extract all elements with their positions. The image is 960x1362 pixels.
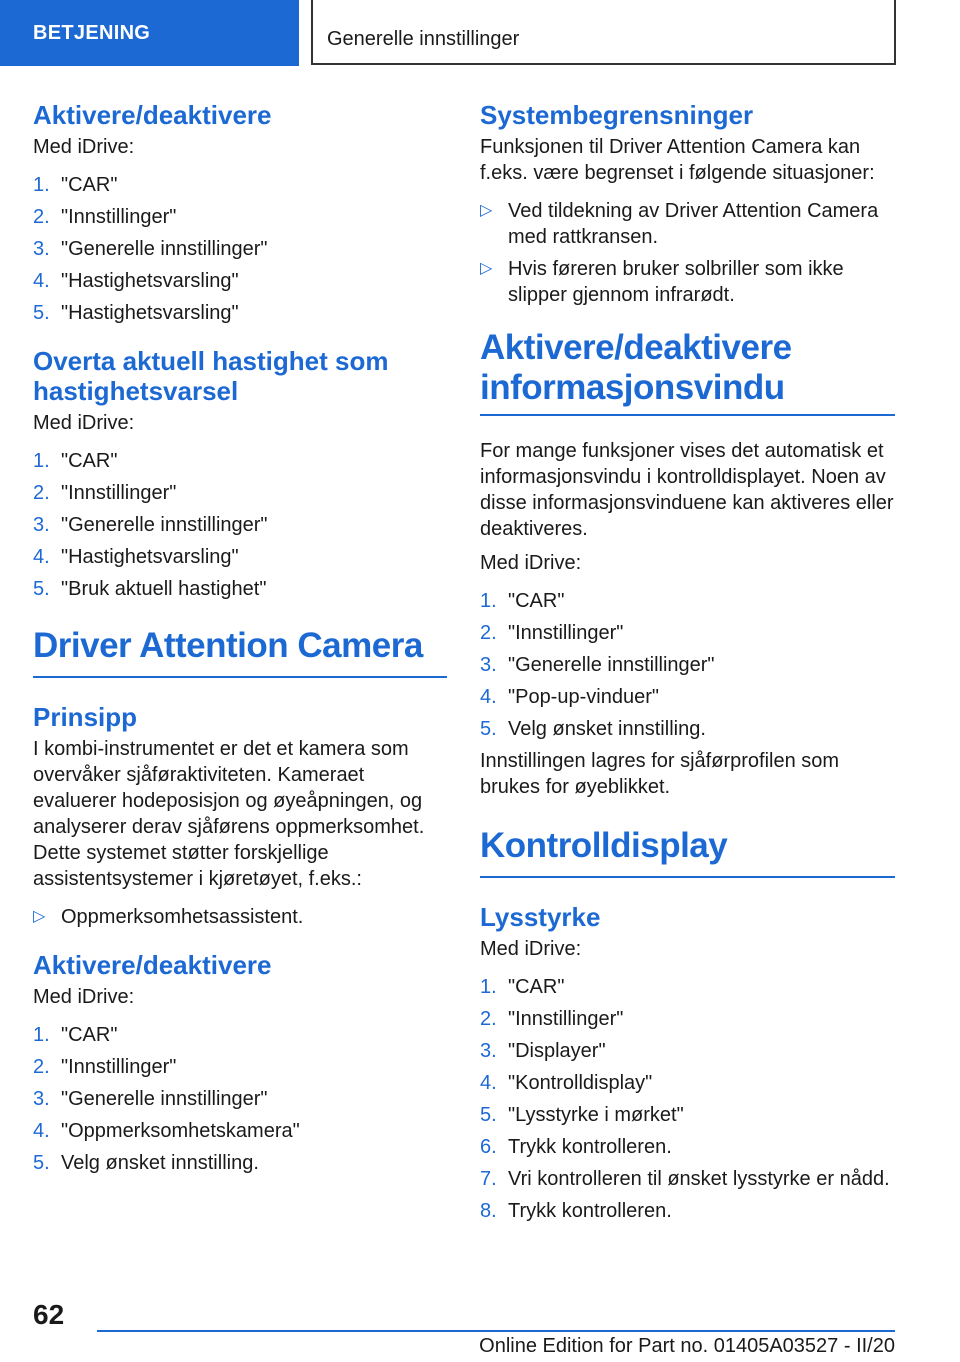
chapter-title: Generelle innstillinger	[311, 0, 896, 65]
footer-rule	[97, 1330, 895, 1332]
bullet-text: Ved tildekning av Driver Attention Camera med rattkransen.	[508, 200, 879, 248]
triangle-bullet-icon: ▷	[480, 260, 493, 277]
section-heading: Prinsipp	[33, 702, 138, 732]
step-list	[480, 588, 895, 742]
step-number: 4.	[33, 270, 50, 292]
step-text: Vri kontrolleren til ønsket lysstyrke er nådd.	[508, 1168, 890, 1190]
body-text: I kombi-instrumentet er det et kamera som overvåker sjåføraktiviteten. Kameraet evaluerer hodeposisjon og øyeåpningen, og analyserer derav sjåførens oppmerksomhet. Dette systemet støtter forskjellige assistentsystemer i kjøretøyet, f.eks.:	[33, 738, 425, 890]
section-heading: Aktivere/deaktivere	[33, 100, 272, 130]
step-text: Trykk kontrolleren.	[508, 1136, 672, 1158]
step-text: "Lysstyrke i mørket"	[508, 1104, 684, 1126]
step-number: 2.	[480, 622, 497, 644]
step-text: "CAR"	[61, 450, 118, 472]
chapter-heading: Kontrolldisplay	[480, 826, 728, 865]
chapter-heading: Driver Attention Camera	[33, 626, 423, 665]
chapter-heading: Aktivere/deaktivere informasjonsvindu	[480, 328, 792, 407]
step-item	[33, 448, 447, 474]
step-number: 2.	[33, 1056, 50, 1078]
body-text: Innstillingen lagres for sjåførprofilen som brukes for øyeblikket.	[480, 750, 840, 798]
step-text: "Generelle innstillinger"	[61, 1088, 268, 1110]
step-number: 4.	[480, 1072, 497, 1094]
step-text: "Oppmerksomhetskamera"	[61, 1120, 300, 1142]
step-number: 7.	[480, 1168, 497, 1190]
step-number: 1.	[33, 174, 50, 196]
bullet-item	[480, 198, 895, 250]
step-number: 4.	[33, 546, 50, 568]
heading-rule	[480, 876, 895, 878]
step-number: 3.	[33, 238, 50, 260]
step-number: 2.	[480, 1008, 497, 1030]
step-text: "Pop-up-vinduer"	[508, 686, 659, 708]
step-item	[33, 172, 447, 198]
step-item	[480, 652, 895, 678]
step-item	[480, 1070, 895, 1096]
page-header	[0, 0, 960, 66]
intro-text: Med iDrive:	[33, 136, 135, 158]
step-item	[480, 716, 895, 742]
step-number: 5.	[33, 302, 50, 324]
step-text: "CAR"	[508, 976, 565, 998]
step-text: "Innstillinger"	[508, 1008, 624, 1030]
step-item	[480, 684, 895, 710]
step-number: 3.	[480, 1040, 497, 1062]
step-item	[33, 236, 447, 262]
step-text: "Generelle innstillinger"	[61, 514, 268, 536]
body-text: Funksjonen til Driver Attention Camera kan f.eks. være begrenset i følgende situasjoner:	[480, 136, 875, 184]
step-number: 5.	[480, 718, 497, 740]
intro-text: Med iDrive:	[480, 938, 582, 960]
step-number: 3.	[33, 514, 50, 536]
step-item	[33, 1054, 447, 1080]
step-number: 1.	[480, 976, 497, 998]
step-number: 1.	[33, 1024, 50, 1046]
step-text: "Generelle innstillinger"	[61, 238, 268, 260]
step-list	[480, 974, 895, 1224]
bullet-list	[33, 904, 447, 930]
step-item	[33, 544, 447, 570]
step-list	[33, 448, 447, 602]
step-text: "Hastighetsvarsling"	[61, 270, 239, 292]
step-item	[33, 512, 447, 538]
section-tab: BETJENING	[0, 0, 299, 66]
heading-rule	[33, 676, 447, 678]
step-item	[480, 1102, 895, 1128]
step-number: 6.	[480, 1136, 497, 1158]
step-item	[480, 1134, 895, 1160]
left-column	[33, 100, 447, 1182]
step-text: Velg ønsket innstilling.	[61, 1152, 259, 1174]
step-item	[33, 576, 447, 602]
step-item	[33, 480, 447, 506]
step-number: 5.	[33, 1152, 50, 1174]
step-text: "CAR"	[61, 174, 118, 196]
step-text: "Innstillinger"	[61, 206, 177, 228]
step-number: 5.	[480, 1104, 497, 1126]
step-number: 1.	[33, 450, 50, 472]
heading-rule	[480, 414, 895, 416]
bullet-text: Oppmerksomhetsassistent.	[61, 906, 304, 928]
step-number: 8.	[480, 1200, 497, 1222]
step-text: "CAR"	[61, 1024, 118, 1046]
right-column	[480, 100, 895, 1230]
bullet-item	[480, 256, 895, 308]
step-item	[480, 974, 895, 1000]
step-number: 4.	[33, 1120, 50, 1142]
triangle-bullet-icon: ▷	[480, 202, 493, 219]
step-text: "Innstillinger"	[61, 1056, 177, 1078]
bullet-text: Hvis føreren bruker solbriller som ikke slipper gjennom infrarødt.	[508, 258, 844, 306]
step-item	[480, 1198, 895, 1224]
step-number: 5.	[33, 578, 50, 600]
section-heading: Aktivere/deaktivere	[33, 950, 272, 980]
step-text: "Generelle innstillinger"	[508, 654, 715, 676]
step-text: "Hastighetsvarsling"	[61, 546, 239, 568]
step-item	[33, 1118, 447, 1144]
body-text: For mange funksjoner vises det automatisk et informasjonsvindu i kontrolldisplayet. Noen av disse informasjonsvinduene kan aktiveres eller deaktiveres.	[480, 440, 894, 540]
step-item	[33, 204, 447, 230]
triangle-bullet-icon: ▷	[33, 908, 46, 925]
intro-text: Med iDrive:	[480, 552, 582, 574]
intro-text: Med iDrive:	[33, 986, 135, 1008]
page-number: 62	[33, 1299, 65, 1330]
step-list	[33, 172, 447, 326]
step-item	[480, 620, 895, 646]
step-text: "Bruk aktuell hastighet"	[61, 578, 267, 600]
section-heading: Overta aktuell hastighet som hastighetsvarsel	[33, 346, 389, 406]
step-item	[33, 300, 447, 326]
step-item	[33, 1022, 447, 1048]
step-item	[33, 268, 447, 294]
step-number: 1.	[480, 590, 497, 612]
edition-note: Online Edition for Part no. 01405A03527 - II/20	[479, 1335, 895, 1357]
step-number: 2.	[33, 206, 50, 228]
step-list	[33, 1022, 447, 1176]
step-item	[480, 1166, 895, 1192]
step-text: Velg ønsket innstilling.	[508, 718, 706, 740]
section-heading: Lysstyrke	[480, 902, 601, 932]
step-item	[480, 588, 895, 614]
step-text: "CAR"	[508, 590, 565, 612]
step-text: Trykk kontrolleren.	[508, 1200, 672, 1222]
step-text: "Displayer"	[508, 1040, 606, 1062]
step-item	[480, 1006, 895, 1032]
intro-text: Med iDrive:	[33, 412, 135, 434]
step-number: 3.	[480, 654, 497, 676]
bullet-item	[33, 904, 447, 930]
step-number: 2.	[33, 482, 50, 504]
step-text: "Innstillinger"	[61, 482, 177, 504]
step-item	[33, 1150, 447, 1176]
step-item	[33, 1086, 447, 1112]
step-item	[480, 1038, 895, 1064]
step-text: "Kontrolldisplay"	[508, 1072, 653, 1094]
step-text: "Innstillinger"	[508, 622, 624, 644]
step-text: "Hastighetsvarsling"	[61, 302, 239, 324]
step-number: 3.	[33, 1088, 50, 1110]
step-number: 4.	[480, 686, 497, 708]
section-heading: Systembegrensninger	[480, 100, 754, 130]
bullet-list	[480, 198, 895, 308]
